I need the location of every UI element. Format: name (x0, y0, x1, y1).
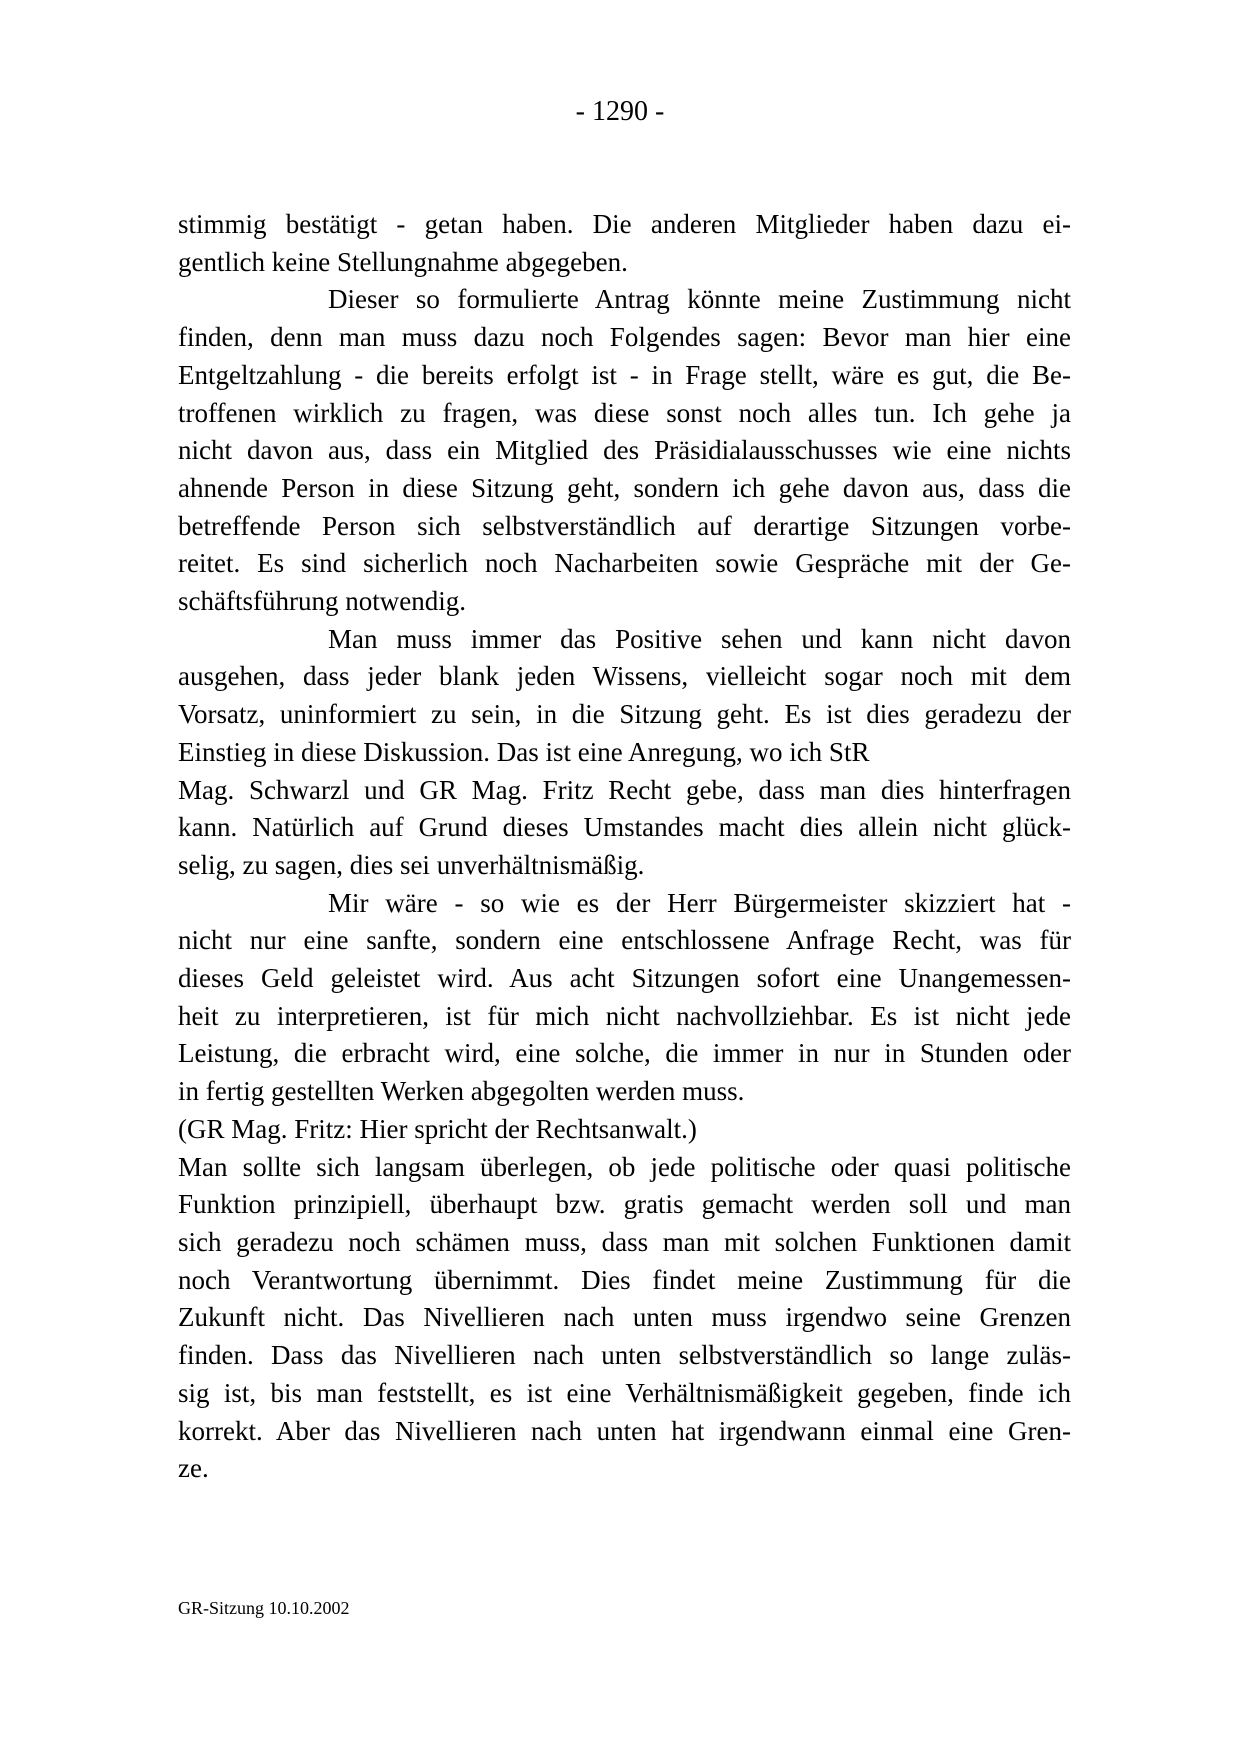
text-line: Dieser so formulierte Antrag könnte meine Zustimmung nicht (328, 284, 1071, 315)
text-line: Mir wäre - so wie es der Herr Bürgermeister skizziert hat - (328, 887, 1071, 918)
text-line: heit zu interpretieren, ist für mich nicht nachvollziehbar. Es ist nicht jede (178, 1000, 1071, 1031)
text-line: kann. Natürlich auf Grund dieses Umstandes macht dies allein nicht glück- (178, 812, 1071, 843)
page-footer: GR-Sitzung 10.10.2002 (178, 1598, 350, 1618)
text-line: nicht nur eine sanfte, sondern eine entschlossene Anfrage Recht, was für (178, 925, 1071, 956)
text-line: Einstieg in diese Diskussion. Das ist eine Anregung, wo ich StR (178, 736, 870, 767)
paragraph (178, 621, 1071, 772)
text-line: selig, zu sagen, dies sei unverhältnismäßig. (178, 849, 645, 880)
text-line: Entgeltzahlung - die bereits erfolgt ist - in Frage stellt, wäre es gut, die Be- (178, 359, 1071, 390)
paragraph (178, 281, 1071, 620)
text-line: stimmig bestätigt - getan haben. Die anderen Mitglieder haben dazu ei- (178, 209, 1071, 239)
document-body (178, 206, 1071, 1488)
text-line: in fertig gestellten Werken abgegolten werden muss. (178, 1076, 745, 1107)
interjection (178, 1111, 1071, 1149)
text-line: Zukunft nicht. Das Nivellieren nach unten muss irgendwo seine Grenzen (178, 1302, 1071, 1333)
text-line: dieses Geld geleistet wird. Aus acht Sitzungen sofort eine Unangemessen- (178, 963, 1071, 994)
text-line: Man sollte sich langsam überlegen, ob jede politische oder quasi politische (178, 1151, 1071, 1182)
text-line: troffenen wirklich zu fragen, was diese sonst noch alles tun. Ich gehe ja (178, 397, 1071, 428)
text-line: Mag. Schwarzl und GR Mag. Fritz Recht gebe, dass man dies hinterfragen (178, 774, 1071, 805)
paragraph (178, 1149, 1071, 1488)
text-line: reitet. Es sind sicherlich noch Nacharbeiten sowie Gespräche mit der Ge- (178, 548, 1071, 579)
text-line: finden. Dass das Nivellieren nach unten selbstverständlich so lange zuläs- (178, 1340, 1071, 1371)
paragraph (178, 885, 1071, 1111)
text-line: ze. (178, 1453, 209, 1484)
text-line: Vorsatz, uninformiert zu sein, in die Sitzung geht. Es ist dies geradezu der (178, 699, 1071, 730)
text-line: finden, denn man muss dazu noch Folgendes sagen: Bevor man hier eine (178, 322, 1071, 353)
text-line: ahnende Person in diese Sitzung geht, sondern ich gehe davon aus, dass die (178, 472, 1071, 503)
text-line: Funktion prinzipiell, überhaupt bzw. gratis gemacht werden soll und man (178, 1189, 1071, 1220)
text-line: schäftsführung notwendig. (178, 586, 466, 617)
text-line: sig ist, bis man feststellt, es ist eine Verhältnismäßigkeit gegeben, finde ich (178, 1377, 1071, 1408)
text-line: gentlich keine Stellungnahme abgegeben. (178, 246, 628, 277)
text-line: nicht davon aus, dass ein Mitglied des Präsidialausschusses wie eine nichts (178, 435, 1071, 466)
text-line: betreffende Person sich selbstverständlich auf derartige Sitzungen vorbe- (178, 510, 1071, 541)
text-line: Man muss immer das Positive sehen und kann nicht davon (328, 623, 1071, 654)
page-number: - 1290 - (575, 96, 665, 127)
text-line: sich geradezu noch schämen muss, dass man mit solchen Funktionen damit (178, 1226, 1071, 1257)
text-line: noch Verantwortung übernimmt. Dies findet meine Zustimmung für die (178, 1264, 1071, 1295)
text-line: Leistung, die erbracht wird, eine solche, die immer in nur in Stunden oder (178, 1038, 1071, 1069)
text-line: (GR Mag. Fritz: Hier spricht der Rechtsanwalt.) (178, 1113, 697, 1144)
paragraph (178, 206, 1071, 281)
text-line: korrekt. Aber das Nivellieren nach unten hat irgendwann einmal eine Gren- (178, 1415, 1071, 1446)
text-line: ausgehen, dass jeder blank jeden Wissens, vielleicht sogar noch mit dem (178, 661, 1071, 692)
paragraph (178, 772, 1071, 885)
